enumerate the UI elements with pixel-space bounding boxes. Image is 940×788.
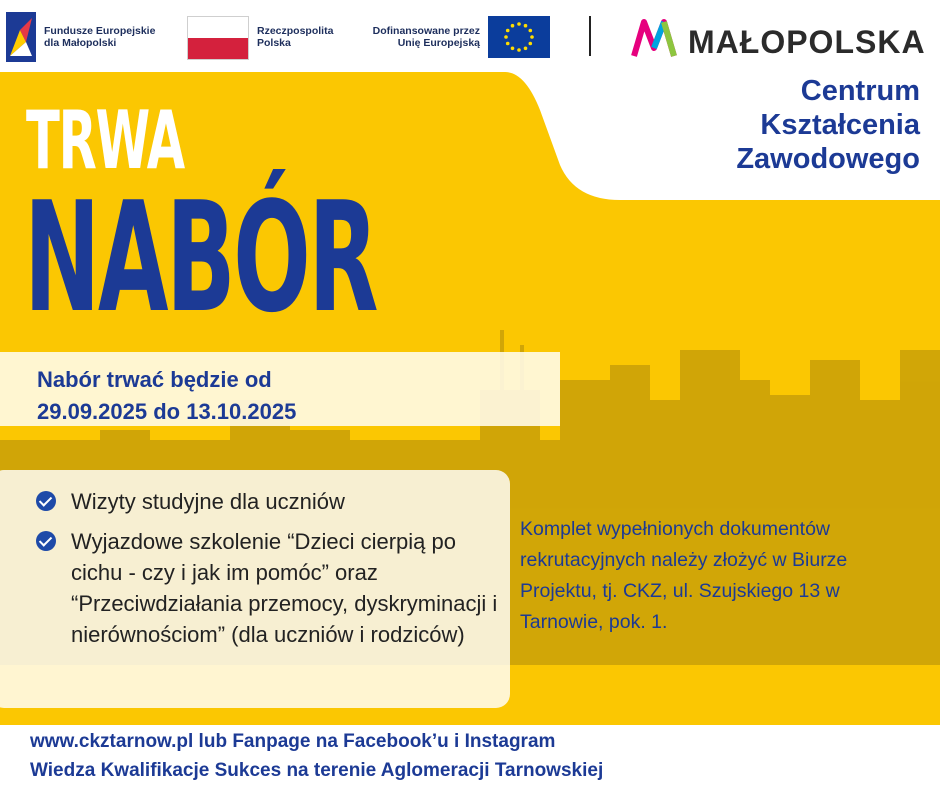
logo-separator	[589, 16, 591, 56]
eu-flag-icon	[488, 16, 550, 58]
eu-logo-line2: Unię Europejską	[397, 37, 480, 49]
benefit-text: Wizyty studyjne dla uczniów	[71, 489, 345, 514]
institution-name	[736, 74, 920, 176]
footer	[30, 727, 603, 785]
poland-flag-icon	[187, 16, 249, 60]
fe-logo-icon	[6, 12, 36, 62]
recruitment-dates	[37, 364, 296, 428]
institution-line: Centrum	[800, 75, 920, 107]
list-item	[36, 526, 506, 650]
fe-logo-line1: Fundusze Europejskie	[44, 25, 156, 37]
footer-tagline: Wiedza Kwalifikacje Sukces na terenie Aglomeracji Tarnowskiej	[30, 760, 604, 781]
submission-note: Komplet wypełnionych dokumentów rekrutacyjnych należy złożyć w Biurze Projektu, tj. CKZ, ul. Szujskiego 13 w Tarnowie, pok. 1.	[520, 518, 848, 633]
institution-line: Kształcenia	[760, 109, 920, 141]
dates-line: 29.09.2025 do 13.10.2025	[37, 399, 297, 424]
benefit-text: Wyjazdowe szkolenie “Dzieci cierpią po cichu - czy i jak im pomóc” oraz “Przeciwdziałania przemocy, dyskryminacji i nierównościom” (dla uczniów i rodziców)	[71, 529, 498, 647]
check-circle-icon	[36, 491, 56, 511]
list-item	[36, 486, 506, 517]
institution-line: Zawodowego	[736, 143, 920, 175]
headline-top: TRWA	[26, 94, 184, 187]
rp-logo-line2: Polska	[257, 37, 291, 49]
logo-bar	[0, 0, 940, 76]
fe-logo-line2: dla Małopolski	[44, 37, 117, 49]
headline-main: NABÓR	[24, 169, 377, 346]
dates-line: Nabór trwać będzie od	[37, 367, 272, 392]
malopolska-wordmark: MAŁOPOLSKA	[688, 24, 926, 60]
malopolska-logo-icon	[630, 18, 680, 58]
rp-logo-line1: Rzeczpospolita	[257, 25, 334, 37]
benefits-list	[36, 486, 506, 659]
footer-link-line[interactable]: www.ckztarnow.pl lub Fanpage na Facebook’u i Instagram	[30, 731, 556, 752]
check-circle-icon	[36, 531, 56, 551]
eu-logo-line1: Dofinansowane przez	[372, 25, 480, 37]
